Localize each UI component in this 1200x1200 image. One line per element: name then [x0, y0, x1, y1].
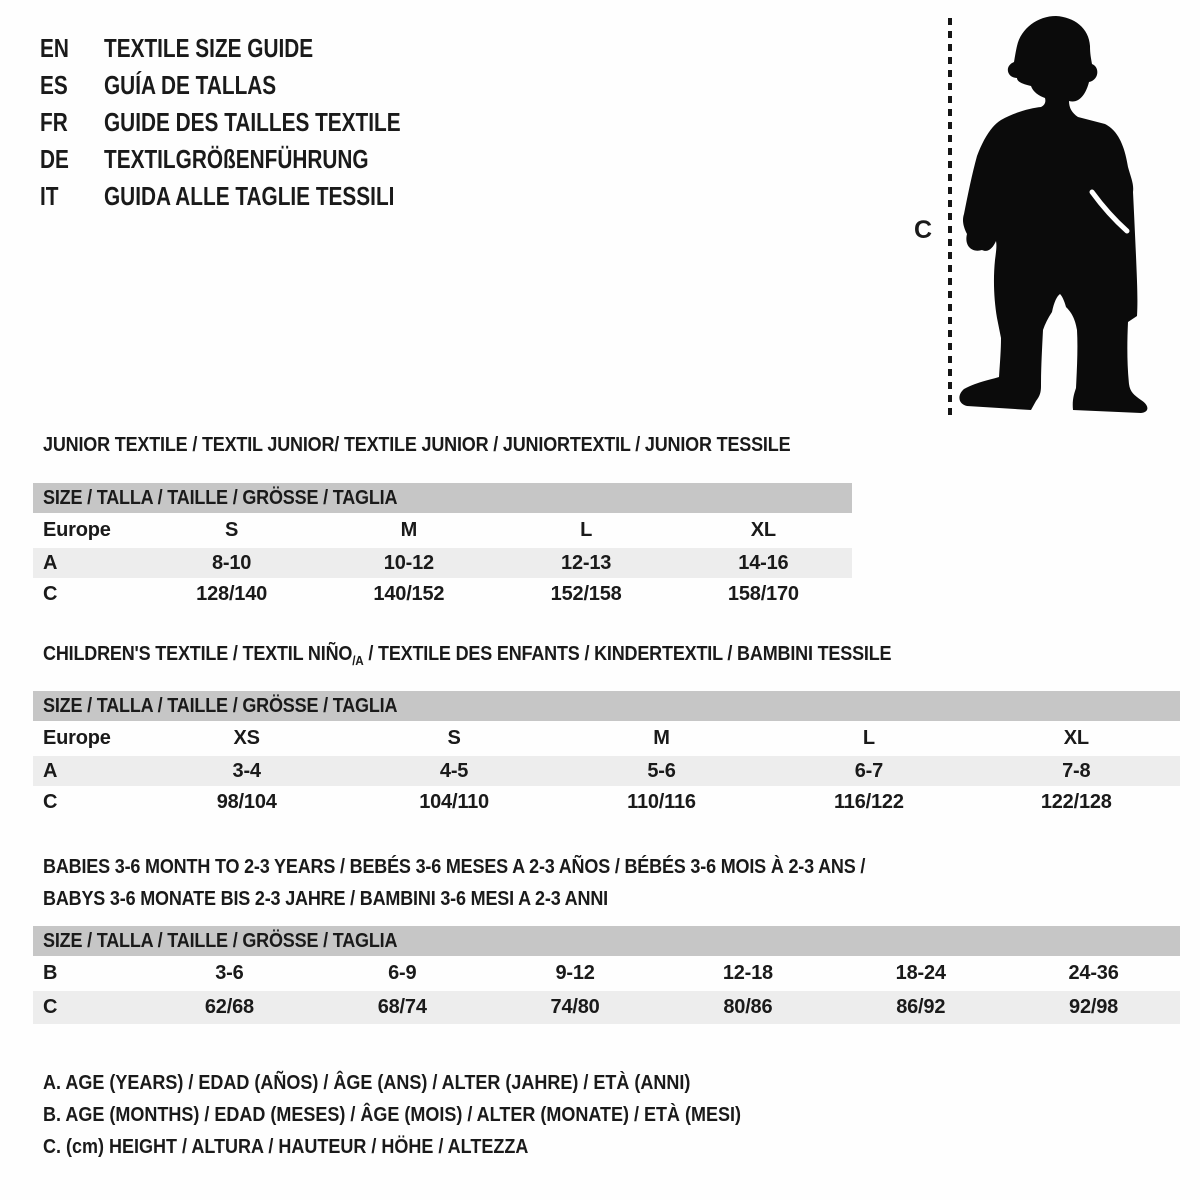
babies-height-row: [33, 991, 1180, 1024]
children-age-row: [33, 756, 1180, 786]
toddler-silhouette-icon: [953, 12, 1155, 422]
age-cell: 3-4: [143, 756, 350, 786]
children-table-header: SIZE / TALLA / TAILLE / GRÖSSE / TAGLIA: [43, 694, 398, 717]
months-cell: 18-24: [895, 962, 946, 984]
row-label: A: [33, 548, 143, 578]
size-cell: XS: [233, 727, 260, 749]
lang-row-es: [40, 67, 475, 104]
height-cell: 128/140: [196, 583, 268, 605]
row-label: C: [43, 583, 58, 605]
months-cell: 6-9: [388, 962, 417, 984]
height-cell: 152/158: [550, 583, 622, 605]
row-label: C: [33, 991, 143, 1024]
height-cell: 122/128: [1040, 791, 1112, 813]
height-cell: 86/92: [834, 991, 1007, 1024]
lang-row-it: [40, 178, 475, 215]
junior-age-row: [33, 548, 852, 578]
row-label: C: [43, 791, 58, 813]
height-cell: 158/170: [727, 583, 799, 605]
children-size-table: [33, 691, 1180, 819]
row-label: Europe: [43, 727, 111, 749]
junior-europe-row: [33, 513, 852, 548]
babies-section-title: [43, 851, 957, 915]
months-cell: 3-6: [215, 962, 244, 984]
months-cell: 12-18: [722, 962, 773, 984]
size-cell: S: [225, 519, 239, 541]
lang-row-de: [40, 141, 475, 178]
row-label: B: [43, 962, 58, 984]
height-cell: 74/80: [489, 991, 662, 1024]
babies-table-header: SIZE / TALLA / TAILLE / GRÖSSE / TAGLIA: [43, 929, 398, 952]
size-cell: M: [653, 727, 670, 749]
lang-title-it: GUIDA ALLE TAGLIE TESSILI: [104, 181, 395, 211]
lang-code-en: EN: [40, 33, 69, 63]
junior-height-row: [33, 578, 852, 611]
legend-line-c: C. (cm) HEIGHT / ALTURA / HAUTEUR / HÖHE / ALTEZZA: [43, 1136, 529, 1158]
age-cell: 8-10: [143, 548, 320, 578]
babies-months-row: [33, 956, 1180, 991]
months-cell: 24-36: [1068, 962, 1119, 984]
row-label: Europe: [43, 519, 111, 541]
lang-code-es: ES: [40, 70, 68, 100]
size-cell: L: [580, 519, 593, 541]
size-cell: XL: [750, 519, 776, 541]
age-cell: 4-5: [350, 756, 557, 786]
height-measure-label: C: [914, 216, 933, 244]
children-section-title: CHILDREN'S TEXTILE / TEXTIL $NIÑO_{/A}$ / TEXTILE DES ENFANTS / KINDERTEXTIL / BAMBINI TESSILE: [43, 643, 892, 668]
children-europe-row: [33, 721, 1180, 756]
height-cell: 98/104: [216, 791, 277, 813]
junior-table-header: SIZE / TALLA / TAILLE / GRÖSSE / TAGLIA: [43, 486, 398, 509]
height-cell: 68/74: [316, 991, 489, 1024]
legend-block: [43, 1072, 819, 1168]
height-cell: 80/86: [661, 991, 834, 1024]
height-cell: 92/98: [1007, 991, 1180, 1024]
size-cell: XL: [1063, 727, 1089, 749]
language-title-block: [40, 30, 475, 215]
height-cell: 140/152: [373, 583, 445, 605]
months-cell: 9-12: [555, 962, 595, 984]
age-cell: 12-13: [498, 548, 675, 578]
lang-title-es: GUÍA DE TALLAS: [104, 70, 277, 100]
legend-line-b: B. AGE (MONTHS) / EDAD (MESES) / ÂGE (MOIS) / ALTER (MONATE) / ETÀ (MESI): [43, 1104, 741, 1126]
lang-code-it: IT: [40, 181, 59, 211]
height-cell: 110/116: [627, 791, 696, 813]
babies-size-table: [33, 926, 1180, 1024]
size-cell: S: [447, 727, 461, 749]
lang-row-fr: [40, 104, 475, 141]
junior-table-header-row: [33, 483, 852, 513]
lang-title-en: TEXTILE SIZE GUIDE: [104, 33, 314, 63]
age-cell: 7-8: [973, 756, 1180, 786]
height-cell: 116/122: [833, 791, 904, 813]
size-cell: L: [862, 727, 875, 749]
lang-title-de: TEXTILGRÖßENFÜHRUNG: [104, 144, 369, 174]
row-label: A: [33, 756, 143, 786]
age-cell: 5-6: [558, 756, 765, 786]
children-table-header-row: [33, 691, 1180, 721]
children-height-row: [33, 786, 1180, 819]
age-cell: 14-16: [675, 548, 852, 578]
babies-table-header-row: [33, 926, 1180, 956]
size-cell: M: [400, 519, 418, 541]
junior-section-title: JUNIOR TEXTILE / TEXTIL JUNIOR/ TEXTILE JUNIOR / JUNIORTEXTIL / JUNIOR TESSILE: [43, 434, 791, 456]
lang-code-fr: FR: [40, 107, 68, 137]
junior-size-table: [33, 483, 852, 611]
lang-code-de: DE: [40, 144, 69, 174]
lang-row-en: [40, 30, 475, 67]
lang-title-fr: GUIDE DES TAILLES TEXTILE: [104, 107, 401, 137]
height-cell: 104/110: [419, 791, 489, 813]
height-measure-dashed-line: [948, 18, 952, 416]
babies-title-line2: BABYS 3-6 MONATE BIS 2-3 JAHRE / BAMBINI 3-6 MESI A 2-3 ANNI: [43, 888, 608, 910]
age-cell: 6-7: [765, 756, 972, 786]
legend-line-a: A. AGE (YEARS) / EDAD (AÑOS) / ÂGE (ANS) / ALTER (JAHRE) / ETÀ (ANNI): [43, 1072, 691, 1094]
height-cell: 62/68: [143, 991, 316, 1024]
babies-title-line1: BABIES 3-6 MONTH TO 2-3 YEARS / BEBÉS 3-6 MESES A 2-3 AÑOS / BÉBÉS 3-6 MOIS À 2-3 ANS /: [43, 856, 866, 878]
age-cell: 10-12: [320, 548, 497, 578]
